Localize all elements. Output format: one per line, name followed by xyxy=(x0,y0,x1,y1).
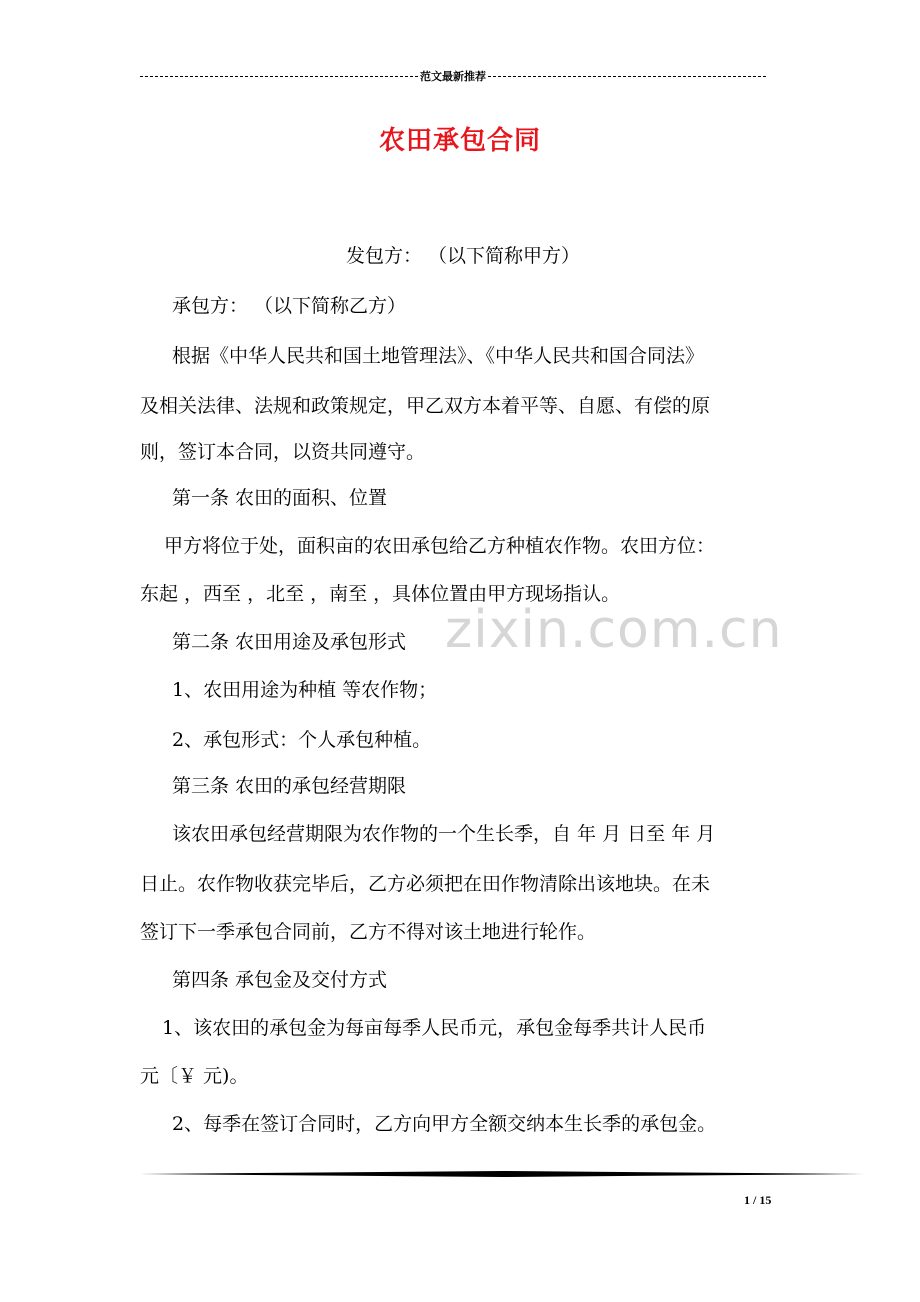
paragraph-line: 及相关法律、法规和政策规定，甲乙双方本着平等、自愿、有偿的原 xyxy=(140,395,711,417)
paragraph-line: 元〔￥ 元)。 xyxy=(140,1065,249,1087)
list-item: 1、农田用途为种植 等农作物； xyxy=(172,679,438,701)
section-heading: 第三条 农田的承包经营期限 xyxy=(172,775,407,797)
section-heading: 第一条 农田的面积、位置 xyxy=(172,487,388,509)
header-label: 范文最新推荐 xyxy=(420,70,486,83)
paragraph-line: 承包方： （以下简称乙方） xyxy=(172,295,407,317)
footer-rule xyxy=(140,1171,864,1177)
paragraph-line: 发包方： （以下简称甲方） xyxy=(346,245,581,267)
paragraph-line: 该农田承包经营期限为农作物的一个生长季，自 年 月 日至 年 月 xyxy=(172,823,716,845)
header-rule xyxy=(140,66,766,86)
page-number: 1 / 15 xyxy=(744,1193,772,1207)
paragraph-line: 则，签订本合同，以资共同遵守。 xyxy=(140,441,426,463)
paragraph-line: 签订下一季承包合同前，乙方不得对该土地进行轮作。 xyxy=(140,921,597,943)
paragraph-line: 日止。农作物收获完毕后，乙方必须把在田作物清除出该地块。在未 xyxy=(140,873,711,895)
list-item: 2、每季在签订合同时，乙方向甲方全额交纳本生长季的承包金。 xyxy=(172,1113,717,1135)
paragraph-line: 根据《中华人民共和国土地管理法》、《中华人民共和国合同法》 xyxy=(172,345,705,367)
list-item: 1、该农田的承包金为每亩每季人民币元，承包金每季共计人民币 xyxy=(162,1017,707,1039)
header-dash-right xyxy=(488,76,766,77)
header-dash-left xyxy=(140,76,418,77)
list-item: 2、承包形式：个人承包种植。 xyxy=(172,729,432,751)
section-heading: 第二条 农田用途及承包形式 xyxy=(172,631,407,653)
document-title: 农田承包合同 xyxy=(378,126,541,156)
watermark: zixin.com.cn xyxy=(445,600,783,660)
paragraph-line: 东起 ，西至 ，北至 ，南至 ，具体位置由甲方现场指认。 xyxy=(140,583,621,605)
paragraph-line: 甲方将位于处，面积亩的农田承包给乙方种植农作物。农田方位： xyxy=(164,535,716,557)
section-heading: 第四条 承包金及交付方式 xyxy=(172,969,388,991)
